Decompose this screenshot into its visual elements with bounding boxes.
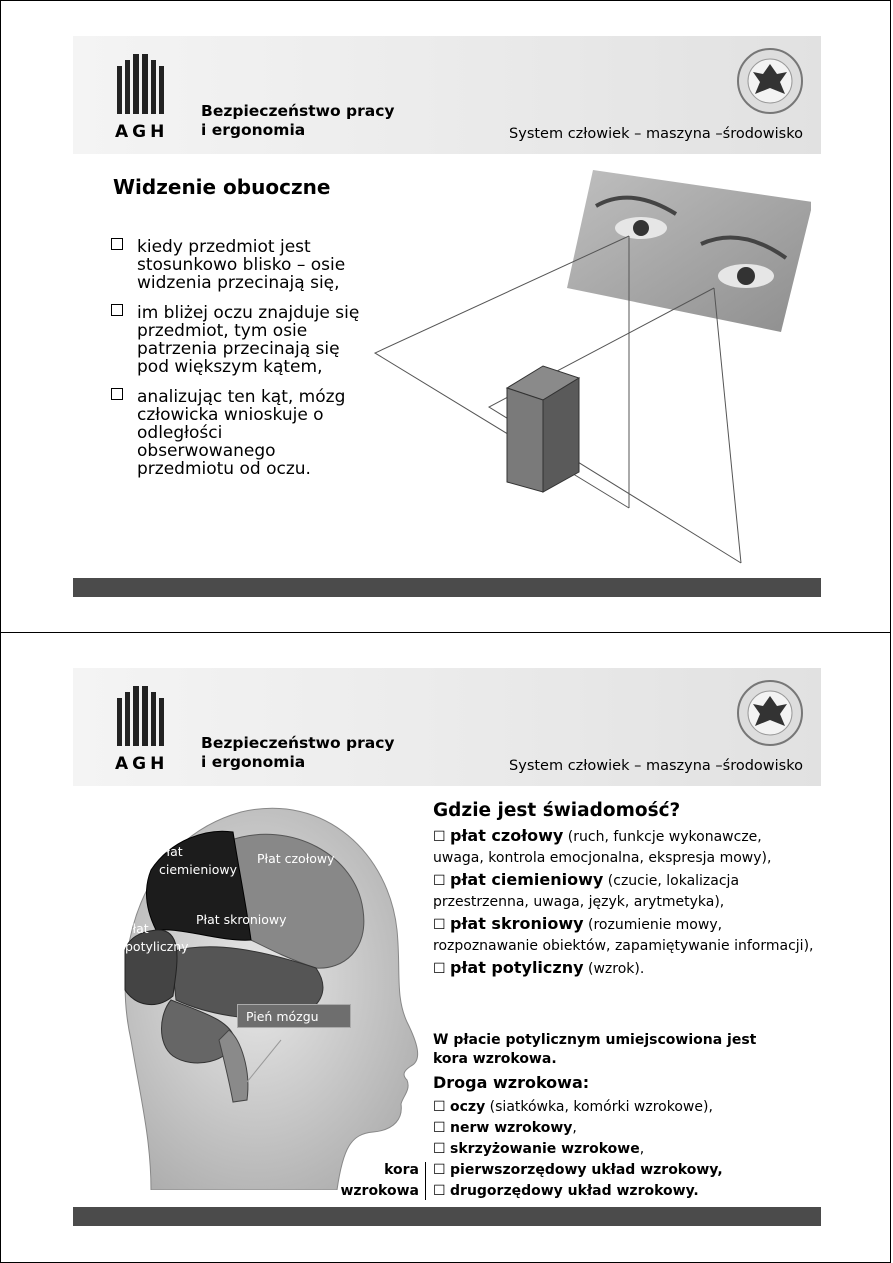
cube-front — [507, 388, 543, 492]
cortex-bracket-line — [425, 1162, 426, 1200]
list-item: ☐ płat czołowy (ruch, funkcje wykonawcze, uwaga, kontrola emocjonalna, ekspresja mowy), — [433, 826, 772, 866]
slide-binocular-vision — [73, 36, 821, 601]
list-item: analizując ten kąt, mózg człowicka wnioskuje o odległości obserwowanego przedmiotu od oczu. — [111, 388, 361, 478]
agh-logo-text: AGH — [115, 122, 169, 142]
slide-consciousness — [73, 668, 821, 1233]
cortex-bracket-label: kora wzrokowa — [340, 1162, 419, 1199]
lobes-list — [433, 825, 815, 980]
visual-cortex-note: W płacie potylicznym umiejscowiona jest kora wzrokowa. — [433, 1032, 757, 1067]
agh-logo-icon — [115, 54, 167, 114]
agh-logo-icon — [115, 686, 167, 746]
pathway-list — [433, 1097, 821, 1202]
label-brainstem: Pień mózgu — [237, 1004, 351, 1028]
footer-bar — [73, 578, 821, 597]
slide-header — [73, 668, 821, 786]
label-frontal: Płat czołowy — [257, 851, 335, 866]
page-title: Gdzie jest świadomość? — [433, 800, 681, 821]
university-seal-icon — [735, 678, 805, 748]
slide-title: Widzenie obuoczne — [113, 175, 331, 199]
pathway-title: Droga wzrokowa: — [433, 1073, 590, 1092]
list-item: ☐ drugorzędowy układ wzrokowy. — [433, 1183, 699, 1199]
list-item: kiedy przedmiot jest stosunkowo blisko – osie widzenia przecinają się, — [111, 238, 361, 292]
list-item: ☐ skrzyżowanie wzrokowe, — [433, 1141, 645, 1157]
list-item: ☐ płat potyliczny (wzrok). — [433, 958, 645, 977]
section-subtitle: System człowiek – maszyna –środowisko — [509, 758, 803, 774]
slide-header — [73, 36, 821, 154]
page-2 — [0, 632, 891, 1263]
course-title: Bezpieczeństwo pracy i ergonomia — [201, 102, 395, 139]
list-item: ☐ płat skroniowy (rozumienie mowy, rozpoznawanie obiektów, zapamiętywanie informacji), — [433, 914, 814, 954]
list-item: ☐ nerw wzrokowy, — [433, 1120, 577, 1136]
course-title: Bezpieczeństwo pracy i ergonomia — [201, 734, 395, 771]
list-item: ☐ pierwszorzędowy układ wzrokowy, — [433, 1162, 723, 1178]
list-item: ☐ płat ciemieniowy (czucie, lokalizacja przestrzenna, uwaga, język, arytmetyka), — [433, 870, 740, 910]
list-item: im bliżej oczu znajduje się przedmiot, tym osie patrzenia przecinają się pod większym kątem, — [111, 304, 361, 376]
agh-logo-text: AGH — [115, 754, 169, 774]
bullet-list — [111, 238, 361, 478]
binocular-diagram — [371, 166, 811, 586]
list-item: ☐ oczy (siatkówka, komórki wzrokowe), — [433, 1099, 713, 1115]
label-temporal: Płat skroniowy — [196, 912, 287, 927]
label-parietal: Płat ciemieniowy — [159, 844, 238, 877]
university-seal-icon — [735, 46, 805, 116]
section-subtitle: System człowiek – maszyna –środowisko — [509, 126, 803, 142]
label-occipital: Płat potyliczny — [125, 921, 189, 954]
footer-bar — [73, 1207, 821, 1226]
